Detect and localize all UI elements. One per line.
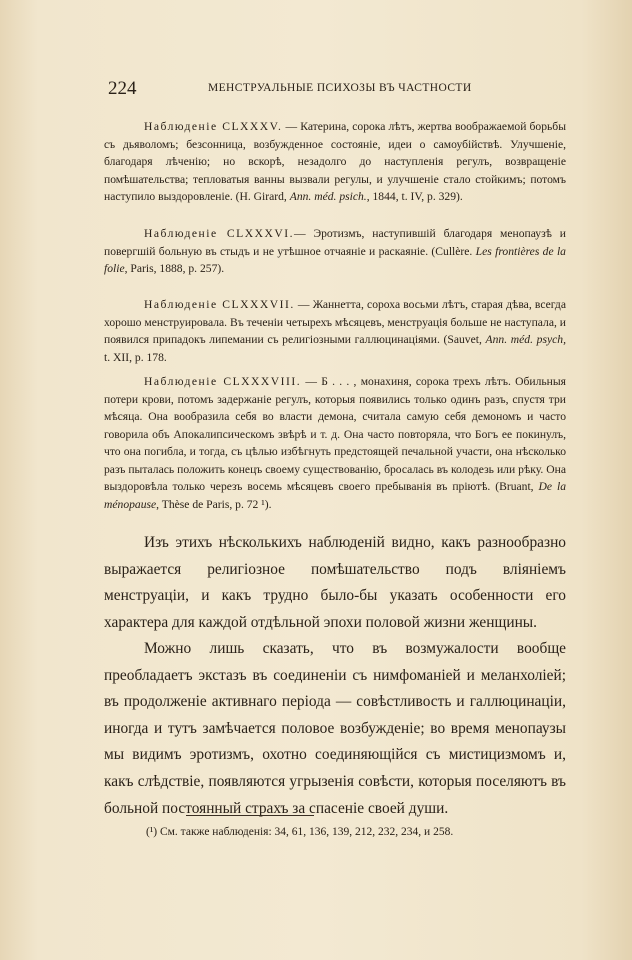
footnote: (¹) См. также наблюденiя: 34, 61, 136, 139, 212, 232, 234, и 258. — [146, 826, 454, 838]
observation-186: Наблюденie CLXXXVI.— Эротизмъ, наступившiй благодаря менопаузѣ и повергшiй больную въ стыдъ и не утѣшное отчаянiе и раскаянiе. (Cullère. Les frontières de la folie, Paris, 1888, p. 257). — [104, 227, 566, 275]
running-title: МЕНСТРУАЛЬНЫЕ ПСИХОЗЫ ВЪ ЧАСТНОСТИ — [208, 82, 472, 94]
observation-188: Наблюденie CLXXXVIII. — Б . . . , монахиня, сорока трехъ лѣтъ. Обильныя потери крови, потомъ задержанiе регулъ, которыя появились только одинъ разъ, спустя три мѣсяца. Она вообразила себя во власти демона, считала самую себя демономъ и часто говорила объ Апокалипсическомъ звѣрѣ и т. д. Она часто повторяла, что Богъ ее покинулъ, что она погибла, и тогда, съ цѣлью избѣгнуть предстоящей печальной участи, она нѣсколько разъ пыталась положить конецъ своему существованiю, бросалась въ колодезь или рѣку. Она выздоровѣла только черезъ восемь мѣсяцевъ своего пребыванiя въ прiютѣ. (Bruant, De la ménopause, Thèse de Paris, p. 72 ¹). — [104, 375, 566, 511]
observation-185: Наблюденie CLXXXV. — Катерина, сорока лѣтъ, жертва воображаемой борьбы съ дьяволомъ; безсонница, возбужденное состоянiе, идеи о самоубiйствѣ. Улучшенie, благодаря лѣченiю; но вскорѣ, незадолго до наступленiя регулъ, возвращенiе помѣшательства; тепловатыя ванны вызвали регулы, и улучшенiе стало стойкимъ; потомъ наступило выздоровленiе. (H. Girard, Ann. méd. psich., 1844, t. IV, p. 329). — [104, 120, 566, 203]
page-number: 224 — [108, 78, 137, 99]
footnote-divider — [186, 815, 314, 816]
page-header — [108, 80, 566, 100]
body-paragraph-2: Можно лишь сказать, что въ возмужалости вообще преобладаетъ экстазъ въ соединенiи съ нимфоманiей и меланхолiей; въ продолженiе активнаго перiода — совѣстливость и галлюцинацiи, иногда и тутъ замѣчается половое возбужденiе; во время менопаузы мы видимъ эротизмъ, охотно соединяющiйся съ мистицизмомъ и, какъ слѣдствiе, появляются угрызенiя совѣсти, которыя поселяютъ въ больной постоянный страхъ за спасенiе своей души. — [104, 640, 566, 817]
observation-187: Наблюденie CLXXXVII. — Жаннетта, сороха восьми лѣтъ, старая дѣва, всегда хорошо менструировала. Въ теченiи четырехъ мѣсяцевъ, менструацiя больше не наступала, и появился припадокъ липемании съ религiозными галлюцинацiями. (Sauvet, Ann. méd. psych, t. XII, p. 178. — [104, 298, 566, 364]
body-paragraph-1: Изъ этихъ нѣсколькихъ наблюденiй видно, какъ разнообразно выражается религiозное помѣшательство подъ влiянiемъ менструацiи, и какъ трудно было-бы указать особенности его характера для каждой отдѣльной эпохи половой жизни женщины. — [104, 534, 566, 631]
